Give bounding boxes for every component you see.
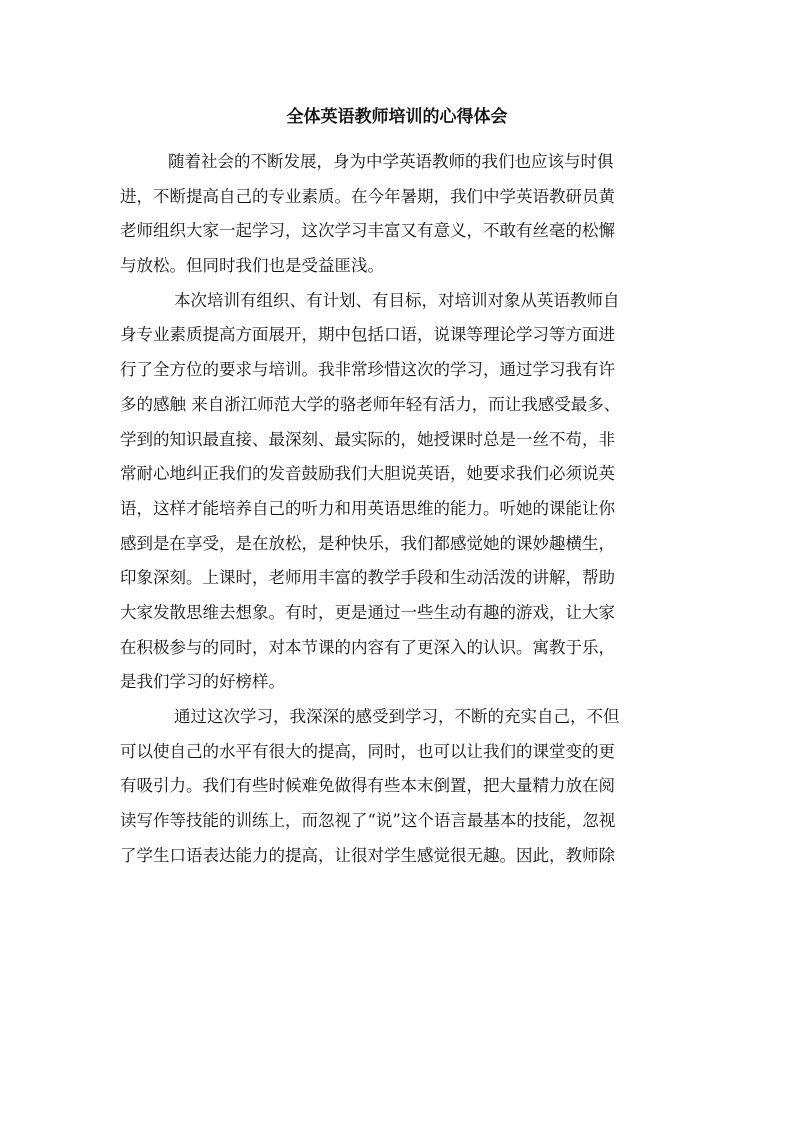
paragraph-3 — [120, 700, 690, 873]
paragraph-line: 了学生口语表达能力的提高，让很对学生感觉很无趣。因此，教师除 — [120, 845, 615, 865]
paragraph-line: 常耐心地纠正我们的发音鼓励我们大胆说英语，她要求我们必须说英 — [120, 464, 615, 484]
paragraph-line: 随着社会的不断发展，身为中学英语教师的我们也应该与时俱 — [168, 152, 614, 171]
paragraph-line: 多的感触 来自浙江师范大学的骆老师年轻有活力，而让我感受最多、 — [120, 394, 621, 414]
document-title: 全体英语教师培训的心得体会 — [286, 107, 508, 127]
paragraph-2 — [120, 284, 690, 700]
paragraph-line: 感到是在享受，是在放松，是种快乐，我们都感觉她的课妙趣横生， — [120, 533, 615, 553]
paragraph-line: 印象深刻。上课时，老师用丰富的教学手段和生动活泼的讲解，帮助 — [120, 568, 615, 588]
paragraph-line: 学到的知识最直接、最深刻、最实际的，她授课时总是一丝不苟，非 — [120, 429, 615, 449]
paragraph-line: 是我们学习的好榜样。 — [120, 672, 285, 692]
document-body — [120, 145, 690, 873]
paragraph-line: 在积极参与的同时，对本节课的内容有了更深入的认识。寓教于乐， — [120, 637, 615, 657]
paragraph-line: 身专业素质提高方面展开，期中包括口语，说课等理论学习等方面进 — [120, 325, 615, 345]
paragraph-line: 与放松。但同时我们也是受益匪浅。 — [120, 256, 384, 276]
paragraph-line: 进，不断提高自己的专业素质。在今年暑期，我们中学英语教研员黄 — [120, 186, 615, 206]
paragraph-line: 老师组织大家一起学习，这次学习丰富又有意义，不敢有丝毫的松懈 — [120, 221, 615, 241]
paragraph-line: 本次培训有组织、有计划、有目标，对培训对象从英语教师自 — [174, 290, 620, 310]
paragraph-line: 语，这样才能培养自己的听力和用英语思维的能力。听她的课能让你 — [120, 498, 615, 518]
paragraph-line: 大家发散思维去想象。有时，更是通过一些生动有趣的游戏，让大家 — [120, 602, 615, 622]
paragraph-line: 有吸引力。我们有些时候难免做得有些本末倒置，把大量精力放在阅 — [120, 776, 615, 796]
paragraph-line: 通过这次学习，我深深的感受到学习，不断的充实自己，不但 — [174, 707, 620, 726]
paragraph-line: 读写作等技能的训练上，而忽视了“说”这个语言最基本的技能，忽视 — [120, 811, 616, 831]
paragraph-line: 行了全方位的要求与培训。我非常珍惜这次的学习，通过学习我有许 — [120, 360, 615, 380]
paragraph-1 — [120, 145, 690, 284]
paragraph-line: 可以使自己的水平有很大的提高，同时，也可以让我们的课堂变的更 — [120, 741, 615, 761]
